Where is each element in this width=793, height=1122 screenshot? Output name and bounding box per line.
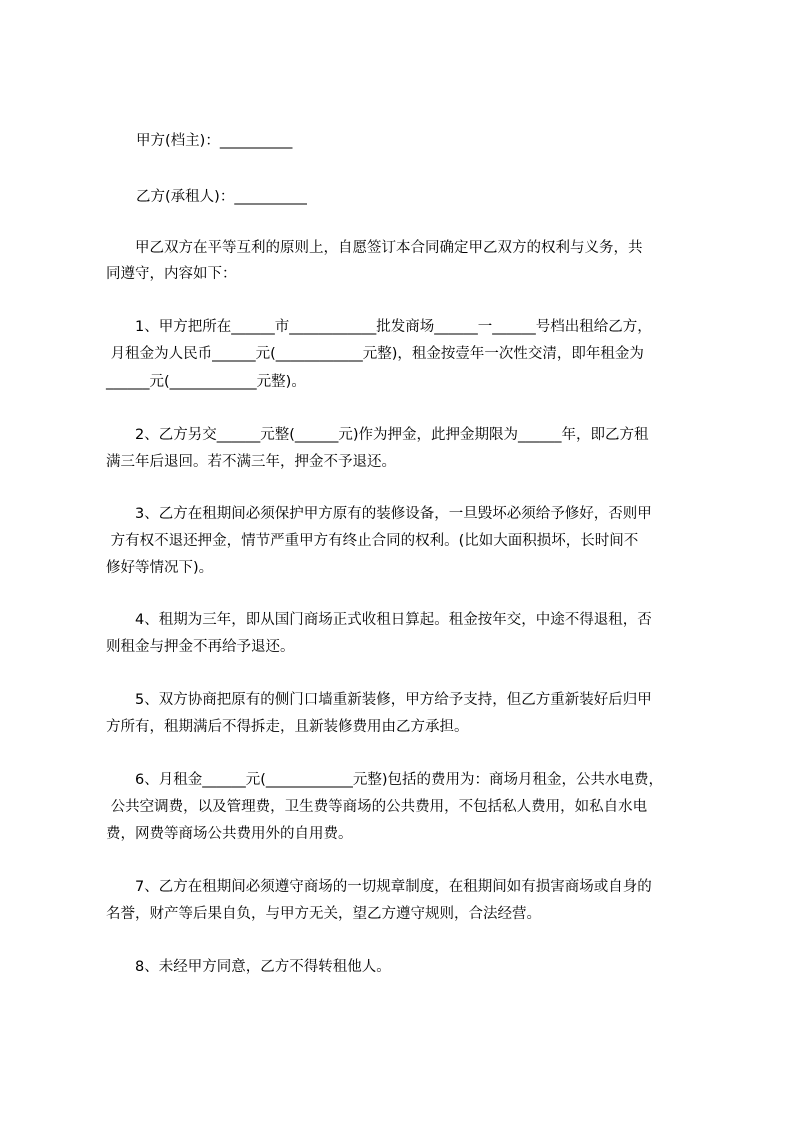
clause-4-line-1: 4、租期为三年，即从国门商场正式收租日算起。租金按年交，中途不得退租，否 [106,612,652,628]
party-b-line: 乙方(承租人)：__________ [136,189,307,205]
clause-3-line-3: 修好等情况下)。 [106,560,214,576]
clause-7-line-2: 名誉，财产等后果自负，与甲方无关，望乙方遵守规则，合法经营。 [106,906,541,922]
clause-7-line-1: 7、乙方在租期间必须遵守商场的一切规章制度，在租期间如有损害商场或自身的 [106,879,652,895]
intro-line-2: 同遵守，内容如下： [106,266,237,282]
clause-4-line-2: 则租金与押金不再给予退还。 [106,639,295,655]
clause-6-line-3: 费，网费等商场公共费用外的自用费。 [106,826,353,842]
party-a-line: 甲方(档主)：__________ [136,133,293,149]
clause-2-line-2: 满三年后退回。若不满三年，押金不予退还。 [106,454,396,470]
clause-8-line-1: 8、未经甲方同意，乙方不得转租他人。 [106,959,391,975]
intro-line-1: 甲乙双方在平等互利的原则上，自愿签订本合同确定甲乙双方的权利与义务，共 [106,240,643,256]
clause-1-line-3: ______元(____________元整)。 [106,374,306,390]
clause-1-line-1: 1、甲方把所在______市____________批发商场______一______号档出租给乙方， [106,319,652,335]
clause-1-line-2: 月租金为人民币______元(____________元整)，租金按壹年一次性交清，即年租金为 [106,346,644,362]
clause-3-line-2: 方有权不退还押金，情节严重甲方有终止合同的权利。(比如大面积损坏，长时间不 [106,533,639,549]
clause-6-line-2: 公共空调费，以及管理费，卫生费等商场的公共费用，不包括私人费用，如私自水电 [106,799,648,815]
clause-2-line-1: 2、乙方另交______元整(______元)作为押金，此押金期限为______年，即乙方租 [106,427,649,443]
clause-5-line-1: 5、双方协商把原有的侧门口墙重新装修，甲方给予支持，但乙方重新装好后归甲 [106,692,652,708]
clause-5-line-2: 方所有，租期满后不得拆走，且新装修费用由乙方承担。 [106,719,469,735]
clause-6-line-1: 6、月租金______元(____________元整)包括的费用为：商场月租金，公共水电费， [106,772,664,788]
clause-3-line-1: 3、乙方在租期间必须保护甲方原有的装修设备，一旦毁坏必须给予修好，否则甲 [106,506,652,522]
